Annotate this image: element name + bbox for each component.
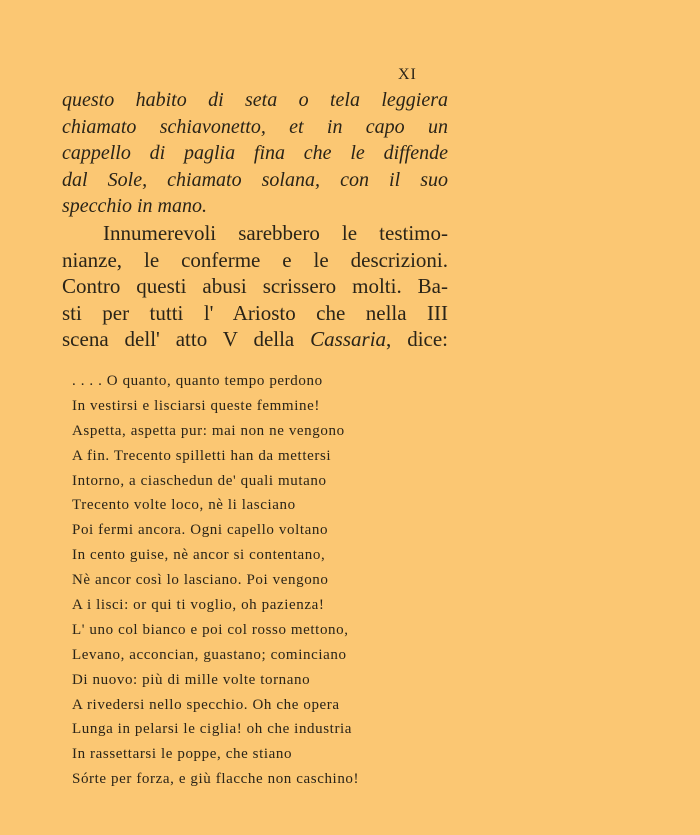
italic-line: cappello di paglia fina che le diffende bbox=[62, 142, 448, 165]
verse-line: Lunga in pelarsi le ciglia! oh che industria bbox=[72, 721, 353, 738]
verse-line: . . . . O quanto, quanto tempo perdono bbox=[72, 373, 323, 389]
verse-line: In vestirsi e lisciarsi queste femmine! bbox=[72, 397, 320, 414]
paragraph-line: nianze, le conferme e le descrizioni. bbox=[62, 247, 448, 272]
italic-line: specchio in mano. bbox=[62, 195, 207, 218]
verse-line: In rassettarsi le poppe, che stiano bbox=[72, 746, 293, 763]
verse-line: Intorno, a ciaschedun de' quali mutano bbox=[72, 472, 327, 489]
body-paragraph bbox=[62, 220, 448, 353]
verse-line: Aspetta, aspetta pur: mai non ne vengono bbox=[72, 422, 345, 439]
verse-line: A rivedersi nello specchio. Oh che opera bbox=[72, 696, 340, 713]
verse-line: A i lisci: or qui ti voglio, oh pazienza! bbox=[72, 597, 325, 614]
work-title: Cassaria bbox=[310, 327, 387, 352]
paragraph-line bbox=[62, 326, 448, 353]
verse-line: Nè ancor così lo lasciano. Poi vengono bbox=[72, 572, 329, 589]
italic-line: questo habito di seta o tela leggiera bbox=[62, 89, 448, 111]
italic-line: dal Sole, chiamato solana, con il suo bbox=[62, 168, 448, 191]
verse-line: A fin. Trecento spilletti han da mettersi bbox=[72, 447, 332, 464]
paragraph-line-text: scena dell' atto V della bbox=[62, 327, 311, 352]
verse-line: Trecento volte loco, nè li lasciano bbox=[72, 497, 296, 514]
verse-line: Levano, acconcian, guastano; cominciano bbox=[72, 646, 347, 663]
verse-line: Poi fermi ancora. Ogni capello voltano bbox=[72, 522, 329, 539]
paragraph-line: Innumerevoli sarebbero le testimo- bbox=[103, 221, 448, 245]
verse-line: In cento guise, nè ancor si contentano, bbox=[72, 547, 326, 564]
verse-line: L' uno col bianco e poi col rosso mettono, bbox=[72, 621, 349, 638]
paragraph-line: sti per tutti l' Ariosto che nella III bbox=[62, 300, 448, 325]
page-number: XI bbox=[398, 66, 417, 83]
verse-line: Sórte per forza, e giù flacche non caschino! bbox=[72, 771, 360, 788]
paragraph-line-text: , dice: bbox=[386, 327, 449, 352]
italic-passage bbox=[62, 87, 448, 220]
verse-line: Di nuovo: più di mille volte tornano bbox=[72, 671, 311, 688]
italic-line: chiamato schiavonetto, et in capo un bbox=[62, 115, 448, 138]
verse-quotation bbox=[72, 369, 448, 792]
paragraph-line: Contro questi abusi scrissero molti. Ba- bbox=[62, 274, 448, 299]
